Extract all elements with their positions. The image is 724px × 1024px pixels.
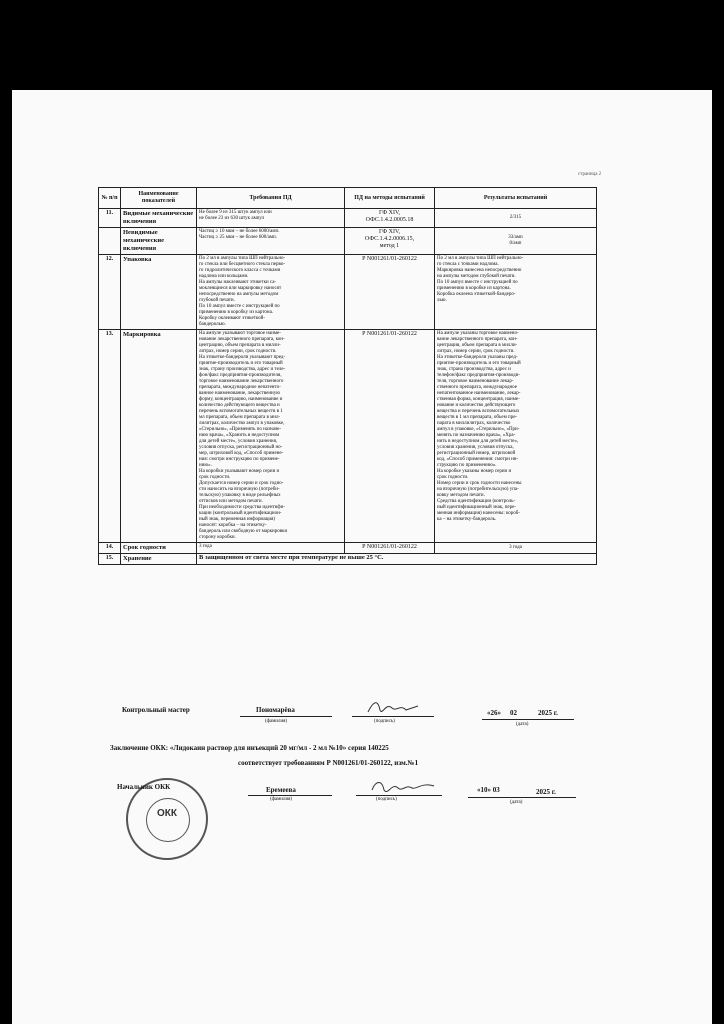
row-result-line: ный идентификационный знак, пере- — [437, 505, 516, 510]
head-signature-caption: (подпись) — [376, 797, 397, 802]
row-requirement-line: Частиц ≥ 25 мкм – не более 600/амп. — [199, 235, 277, 240]
row-requirement-line: приятие-производитель и его товарный — [199, 361, 283, 366]
row-requirement-line: го гидролитического класса с точками — [199, 268, 281, 273]
row-method-line: Р N001261/01-260122 — [362, 544, 417, 550]
row-result — [435, 255, 597, 330]
master-surname: Пономарёва — [256, 706, 295, 714]
row-result-line: ка – на этикетку-бандероль. — [437, 517, 497, 522]
row-requirement-line: нию врача», «Хранить в недоступном — [199, 433, 280, 438]
results-table — [98, 187, 597, 565]
row-requirement-line: Коробку оклеивают этикеткой- — [199, 316, 265, 321]
master-signature-line — [352, 716, 434, 717]
head-surname-line — [248, 795, 332, 796]
row-requirement — [197, 209, 345, 228]
table-body — [99, 209, 597, 565]
row-indicator-name: Срок годности — [121, 543, 197, 554]
header-name: Наименование показателей — [121, 188, 197, 209]
row-number: 11. — [99, 209, 121, 228]
storage-text: В защищенном от света месте при температуре не выше 25 °С. — [197, 554, 597, 565]
row-result-line: условия хранения, условия отпуска, — [437, 445, 514, 450]
row-result — [435, 209, 597, 228]
head-date-line — [468, 797, 576, 798]
header-result: Результаты испытаний — [435, 188, 597, 209]
row-requirement-line: непосредственно на ампулы методом — [199, 292, 279, 297]
row-requirement-line: мер, штриховой код, «Способ примене- — [199, 451, 284, 456]
row-result-line: Коробка оклеена этикеткой-бандеро- — [437, 292, 516, 297]
row-requirement-line: На ампулы наклеивают этикетки са- — [199, 280, 277, 285]
table-row — [99, 228, 597, 255]
row-requirement-line: ния: смотри инструкцию по примене- — [199, 457, 280, 462]
row-method — [345, 209, 435, 228]
row-result-line: На этикетке-бандероли указаны пред- — [437, 355, 518, 360]
row-requirement-line: ванное наименование, лекарственную — [199, 391, 280, 396]
row-method — [345, 543, 435, 554]
head-surname-caption: (фамилия) — [270, 797, 293, 802]
row-result-line: литрах, номер серии, срок годности. — [437, 349, 515, 354]
row-requirement-line: не более 23 из 630 штук ампул — [199, 216, 265, 221]
row-result-line: По 10 ампул вместе с инструкцией по — [437, 280, 518, 285]
row-result-line: регистрационный номер, штриховой — [437, 451, 516, 456]
master-surname-line — [240, 716, 332, 717]
master-date-line — [482, 719, 574, 720]
table-row — [99, 255, 597, 330]
header-requirement: Требования ПД — [197, 188, 345, 209]
row-indicator-name: Невидимые механические включения — [121, 228, 197, 255]
row-number — [99, 228, 121, 255]
row-requirement-line: мл препарата, объем препарата в мил- — [199, 415, 281, 420]
row-result-line: нование и количество действующего — [437, 403, 516, 408]
row-result-line: приятие-производитель и его товарный — [437, 361, 521, 366]
row-requirement-line: На коробки указывают номер серии и — [199, 469, 280, 474]
row-requirement-line: наносят: коробка – на этикетку- — [199, 523, 267, 528]
row-requirement-line: бандероль или свободную от маркировки — [199, 529, 288, 534]
row-result-line: 0/амп — [509, 241, 522, 246]
conclusion-line1: Заключение ОКК: «Лидокаин раствор для инъекций 20 мг/мл - 2 мл №10» серия 140225 — [110, 744, 389, 752]
header-num: № п/п — [99, 188, 121, 209]
row-method — [345, 255, 435, 330]
row-requirement-line: сти наносить на вторичную (потреби- — [199, 487, 280, 492]
row-requirement-line: При необходимости средства идентифи- — [199, 505, 285, 510]
header-method: ПД на методы испытаний — [345, 188, 435, 209]
master-date-day: «26» — [487, 709, 501, 717]
master-signature-caption: (подпись) — [374, 719, 395, 724]
row-requirement-line: форму, концентрацию, наименование и — [199, 397, 283, 402]
row-result-line: 3 года — [509, 545, 522, 550]
row-result-line: вещества и перечень вспомогательных — [437, 409, 520, 414]
row-requirement-line: тельскую) упаковку в виде рельефных — [199, 493, 281, 498]
row-result — [435, 543, 597, 554]
row-requirement-line: срок годности. — [199, 475, 231, 480]
row-result-line: ампул в упаковке, «Стерильно», «При- — [437, 427, 520, 432]
row-result-line: По 2 мл в ампулы типа ШП нейтрально- — [437, 256, 524, 261]
row-result-line: На ампуле указаны торговое наимено- — [437, 331, 519, 336]
row-requirement-line: препарата, международное непатенто- — [199, 385, 281, 390]
row-requirement-line: Частиц ≥ 10 мкм – не более 6000/амп. — [199, 229, 280, 234]
row-result-line: ственного препарата, международное — [437, 385, 517, 390]
row-number: 14. — [99, 543, 121, 554]
head-signature-line — [356, 795, 442, 796]
row-requirement-line: оттисков или методом печати. — [199, 499, 263, 504]
row-method-line: ГФ XIV, — [378, 229, 401, 235]
row-result-line: лью. — [437, 298, 447, 303]
row-requirement-line: Допускается номер серии и срок годно- — [199, 481, 284, 486]
row-method-line: ГФ XIV, — [378, 210, 401, 216]
head-date-caption: (дата) — [510, 800, 523, 805]
row-result-line: Маркировка нанесена непосредственно — [437, 268, 522, 273]
table-row — [99, 330, 597, 543]
row-requirement-line: глубокой печати. — [199, 298, 235, 303]
row-indicator-name: Маркировка — [121, 330, 197, 543]
row-result-line: менная информация) нанесены: короб- — [437, 511, 520, 516]
row-result-line: знак, страна производства, адрес и — [437, 367, 511, 372]
row-requirement-line: На ампуле указывают торговое наиме- — [199, 331, 281, 336]
row-number: 15. — [99, 554, 121, 565]
row-requirement-line: центрацию, объем препарата в милли- — [199, 343, 281, 348]
master-signature — [364, 698, 424, 718]
head-date-year: 2025 г. — [536, 788, 556, 796]
table-header-row — [99, 188, 597, 209]
row-requirement-line: надлома или кольцами. — [199, 274, 249, 279]
row-result-line: Средства идентификации (контроль- — [437, 499, 516, 504]
row-indicator-name: Упаковка — [121, 255, 197, 330]
row-requirement-line: Не более 9 из 315 штук ампул или — [199, 210, 272, 215]
row-requirement — [197, 228, 345, 255]
master-surname-caption: (фамилия) — [265, 719, 288, 724]
row-number: 13. — [99, 330, 121, 543]
row-requirement-line: нию». — [199, 463, 212, 468]
row-requirement-line: количество действующего вещества и — [199, 403, 280, 408]
row-requirement-line: По 2 мл в ампулы типа ШП нейтрально- — [199, 256, 286, 261]
row-result-line: 33/амп — [508, 235, 523, 240]
row-requirement-line: На этикетке-бандероли указывают пред- — [199, 355, 286, 360]
page-note: страница 2 — [578, 172, 602, 177]
row-result-line: парата в миллилитрах, количество — [437, 421, 511, 426]
head-date-text: «10» 03 — [477, 786, 500, 794]
master-date-month: 02 — [510, 709, 517, 717]
row-result — [435, 228, 597, 255]
table-row — [99, 209, 597, 228]
row-requirement-line: моклеящиеся или маркировку наносят — [199, 286, 282, 291]
row-requirement-line: кации (контрольный идентификацион- — [199, 511, 282, 516]
master-date-year: 2025 г. — [538, 709, 558, 717]
row-method — [345, 228, 435, 255]
row-result-line: код, «Способ применения: смотри ин- — [437, 457, 519, 462]
master-label: Контрольный мастер — [122, 706, 190, 714]
row-requirement-line: фон/факс предприятия-производителя, — [199, 373, 282, 378]
row-result-line: го стекла с точками надлома. — [437, 262, 499, 267]
row-method-line: Р N001261/01-260122 — [362, 331, 417, 337]
row-result-line: ковку методом печати. — [437, 493, 485, 498]
master-date-caption: (дата) — [516, 722, 529, 727]
row-requirement-line: литрах, номер серии, срок годности. — [199, 349, 277, 354]
row-requirement-line: лилитрах, количество ампул в упаковке, — [199, 421, 285, 426]
row-indicator-name: Видимые механические включения — [121, 209, 197, 228]
row-requirement-line: ный знак, переменная информация) — [199, 517, 276, 522]
row-requirement — [197, 330, 345, 543]
row-result-line: на вторичную (потребительскую) упа- — [437, 487, 519, 492]
row-result-line: 2/315 — [509, 215, 522, 220]
row-result-line: ственная форма, концентрация, наиме- — [437, 397, 520, 402]
row-requirement-line: применению в коробку из картона. — [199, 310, 274, 315]
row-result-line: вание лекарственного препарата, кон- — [437, 337, 518, 342]
row-requirement-line: перечень вспомогательных веществ в 1 — [199, 409, 283, 414]
row-result-line: веществ в 1 мл препарата, объем пре- — [437, 415, 518, 420]
row-requirement-line: нование лекарственного препарата, кон- — [199, 337, 285, 342]
row-result-line: применению в коробке из картона. — [437, 286, 511, 291]
row-requirement-line: По 10 ампул вместе с инструкцией по — [199, 304, 280, 309]
row-requirement-line: торговое наименование лекарственного — [199, 379, 284, 384]
row-requirement-line: бандеролью. — [199, 322, 226, 327]
head-surname: Еремеева — [266, 786, 296, 794]
head-label: Начальник ОКК — [117, 783, 171, 791]
table-row-storage — [99, 554, 597, 565]
row-result-line: центрация, объем препарата в милли- — [437, 343, 518, 348]
conclusion-line2: соответствует требованиям Р N001261/01-260122, изм.№1 — [238, 759, 419, 767]
row-number: 12. — [99, 255, 121, 330]
stamp-center-text: ОКК — [157, 808, 177, 819]
row-requirement-line: 3 года — [199, 544, 212, 549]
row-requirement-line: «Стерильно», «Применять по назначе- — [199, 427, 282, 432]
row-result-line: На коробке указаны номер серии и — [437, 469, 512, 474]
table-row — [99, 543, 597, 554]
row-result-line: на ампулы методом глубокой печати. — [437, 274, 516, 279]
row-result-line: струкцию по применению». — [437, 463, 497, 468]
row-result-line: менять по назначению врача», «Хра- — [437, 433, 516, 438]
row-requirement — [197, 255, 345, 330]
row-result-line: теля, торговое наименование лекар- — [437, 379, 514, 384]
row-requirement-line: знак, страну производства, адрес и теле- — [199, 367, 286, 372]
row-requirement-line: сторону коробки. — [199, 535, 236, 540]
row-requirement-line: условия отпуска, регистрационный но- — [199, 445, 283, 450]
row-result-line: Номер серии и срок годности нанесены — [437, 481, 522, 486]
row-result-line: нить в недоступном для детей месте», — [437, 439, 519, 444]
row-result-line: телефон/факс предприятия-производи- — [437, 373, 520, 378]
row-method-line: ОФС.1.4.2.0005.18 — [365, 217, 414, 223]
row-result — [435, 330, 597, 543]
row-requirement-line: для детей месте», условия хранения, — [199, 439, 278, 444]
row-indicator-name: Хранение — [121, 554, 197, 565]
row-result-line: срок годности. — [437, 475, 469, 480]
row-method — [345, 330, 435, 543]
row-method-line: метод 1 — [379, 243, 400, 249]
row-method-line: ОФС.1.4.2.0006.15, — [364, 236, 415, 242]
row-method-line: Р N001261/01-260122 — [362, 256, 417, 262]
row-requirement — [197, 543, 345, 554]
row-requirement-line: го стекла или бесцветного стекла перво- — [199, 262, 285, 267]
stamp-inner-ring — [146, 798, 190, 842]
row-result-line: непатентованное наименование, лекар- — [437, 391, 521, 396]
